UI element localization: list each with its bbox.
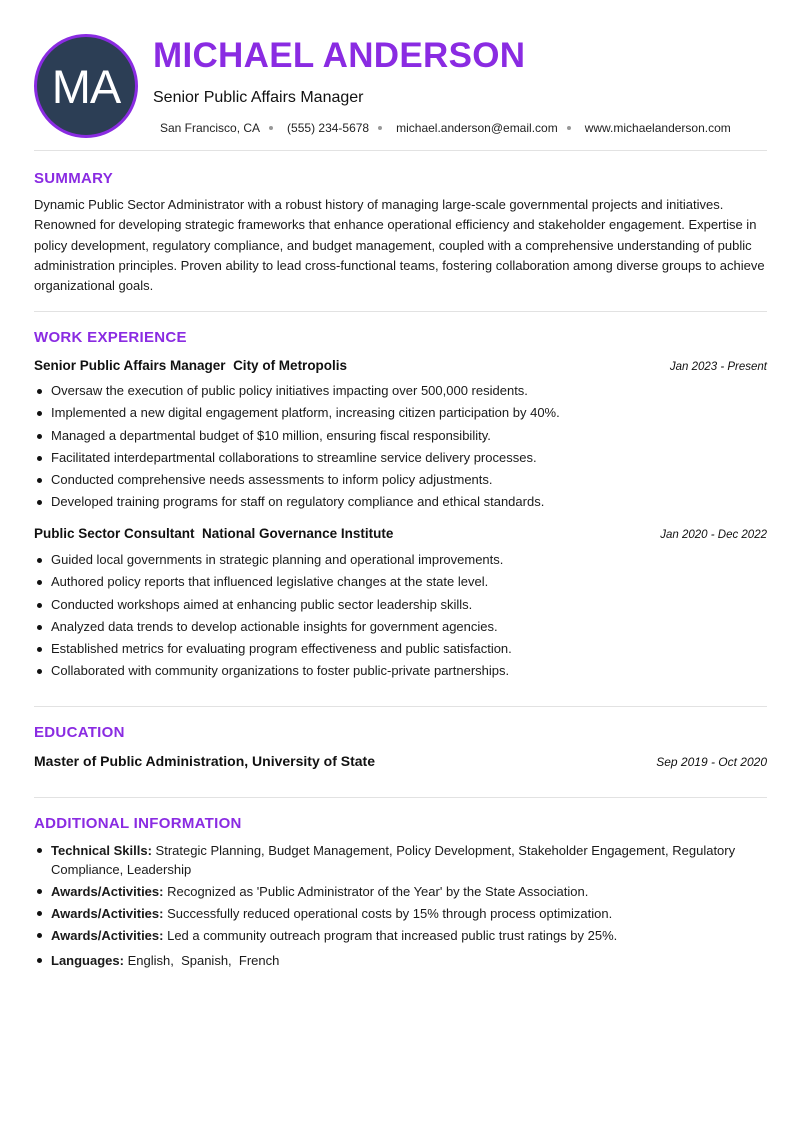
info-label: Awards/Activities:: [51, 928, 164, 943]
info-text: English, Spanish, French: [127, 953, 280, 968]
job-header: [34, 526, 767, 541]
info-text: Recognized as 'Public Administrator of the Year' by the State Association.: [167, 884, 589, 899]
separator-dot-icon: [269, 126, 273, 130]
education-dates: Sep 2019 - Oct 2020: [656, 755, 767, 769]
experience-heading: WORK EXPERIENCE: [34, 329, 187, 346]
job-role: Public Sector Consultant: [34, 526, 195, 541]
list-item: [34, 926, 769, 945]
list-item: Conducted workshops aimed at enhancing public sector leadership skills.: [34, 594, 769, 616]
avatar: [34, 34, 138, 138]
list-item: [34, 882, 769, 901]
education-degree: Master of Public Administration, University of State: [34, 753, 375, 769]
job-dates: Jan 2020 - Dec 2022: [660, 529, 767, 541]
job-header: [34, 358, 767, 373]
job-title-line: [34, 526, 393, 541]
list-item: Implemented a new digital engagement platform, increasing citizen participation by 40%.: [34, 402, 769, 424]
separator-dot-icon: [567, 126, 571, 130]
info-label: Awards/Activities:: [51, 884, 164, 899]
list-item: Oversaw the execution of public policy initiatives impacting over 500,000 residents.: [34, 380, 769, 402]
candidate-title: Senior Public Affairs Manager: [153, 89, 364, 106]
list-item: Facilitated interdepartmental collaborations to streamline service delivery processes.: [34, 447, 769, 469]
info-text: Successfully reduced operational costs by 15% through process optimization.: [167, 906, 613, 921]
candidate-name: MICHAEL ANDERSON: [153, 36, 526, 75]
list-item: Developed training programs for staff on regulatory compliance and ethical standards.: [34, 491, 769, 513]
divider: [34, 150, 767, 151]
job-bullet-list: [34, 380, 769, 514]
separator-dot-icon: [378, 126, 382, 130]
education-heading: EDUCATION: [34, 724, 125, 741]
list-item: Collaborated with community organizations to foster public-private partnerships.: [34, 660, 769, 682]
additional-heading: ADDITIONAL INFORMATION: [34, 815, 242, 832]
divider: [34, 797, 767, 798]
summary-heading: SUMMARY: [34, 170, 114, 187]
list-item: [34, 841, 769, 879]
info-label: Technical Skills:: [51, 843, 152, 858]
avatar-initials: MA: [51, 59, 121, 113]
info-label: Languages:: [51, 953, 124, 968]
contact-phone: (555) 234-5678: [287, 121, 370, 135]
contact-email[interactable]: michael.anderson@email.com: [396, 121, 558, 135]
job-role: Senior Public Affairs Manager: [34, 358, 226, 373]
additional-info-list: [34, 841, 769, 973]
list-item: Managed a departmental budget of $10 million, ensuring fiscal responsibility.: [34, 425, 769, 447]
list-item: [34, 951, 769, 970]
info-text: Led a community outreach program that increased public trust ratings by 25%.: [167, 928, 618, 943]
summary-text: Dynamic Public Sector Administrator with a robust history of managing large-scale governmental projects and initiatives. Renowned for developing strategic frameworks that enhance operational efficiency and stakeholder engagement. Expertise in policy development, regulatory compliance, and budget management, coupled with a comprehensive understanding of public administration principles. Proven ability to lead cross-functional teams, fostering collaboration among diverse groups to achieve organizational goals.: [34, 197, 765, 294]
job-title-line: [34, 358, 347, 373]
list-item: Conducted comprehensive needs assessments to inform policy adjustments.: [34, 469, 769, 491]
contact-website[interactable]: www.michaelanderson.com: [584, 121, 731, 135]
job-organization: City of Metropolis: [233, 358, 348, 373]
list-item: Established metrics for evaluating program effectiveness and public satisfaction.: [34, 638, 769, 660]
education-entry: [34, 753, 767, 769]
divider: [34, 311, 767, 312]
contact-line: [160, 121, 731, 135]
list-item: Authored policy reports that influenced legislative changes at the state level.: [34, 571, 769, 593]
job-dates: Jan 2023 - Present: [669, 361, 767, 373]
divider: [34, 706, 767, 707]
job-organization: National Governance Institute: [202, 526, 394, 541]
contact-location: San Francisco, CA: [160, 121, 261, 135]
job-bullet-list: [34, 549, 769, 683]
list-item: [34, 904, 769, 923]
list-item: Guided local governments in strategic planning and operational improvements.: [34, 549, 769, 571]
list-item: Analyzed data trends to develop actionable insights for government agencies.: [34, 616, 769, 638]
info-text: Strategic Planning, Budget Management, Policy Development, Stakeholder Engagement, Regulatory Compliance, Leadership: [51, 843, 736, 877]
info-label: Awards/Activities:: [51, 906, 164, 921]
